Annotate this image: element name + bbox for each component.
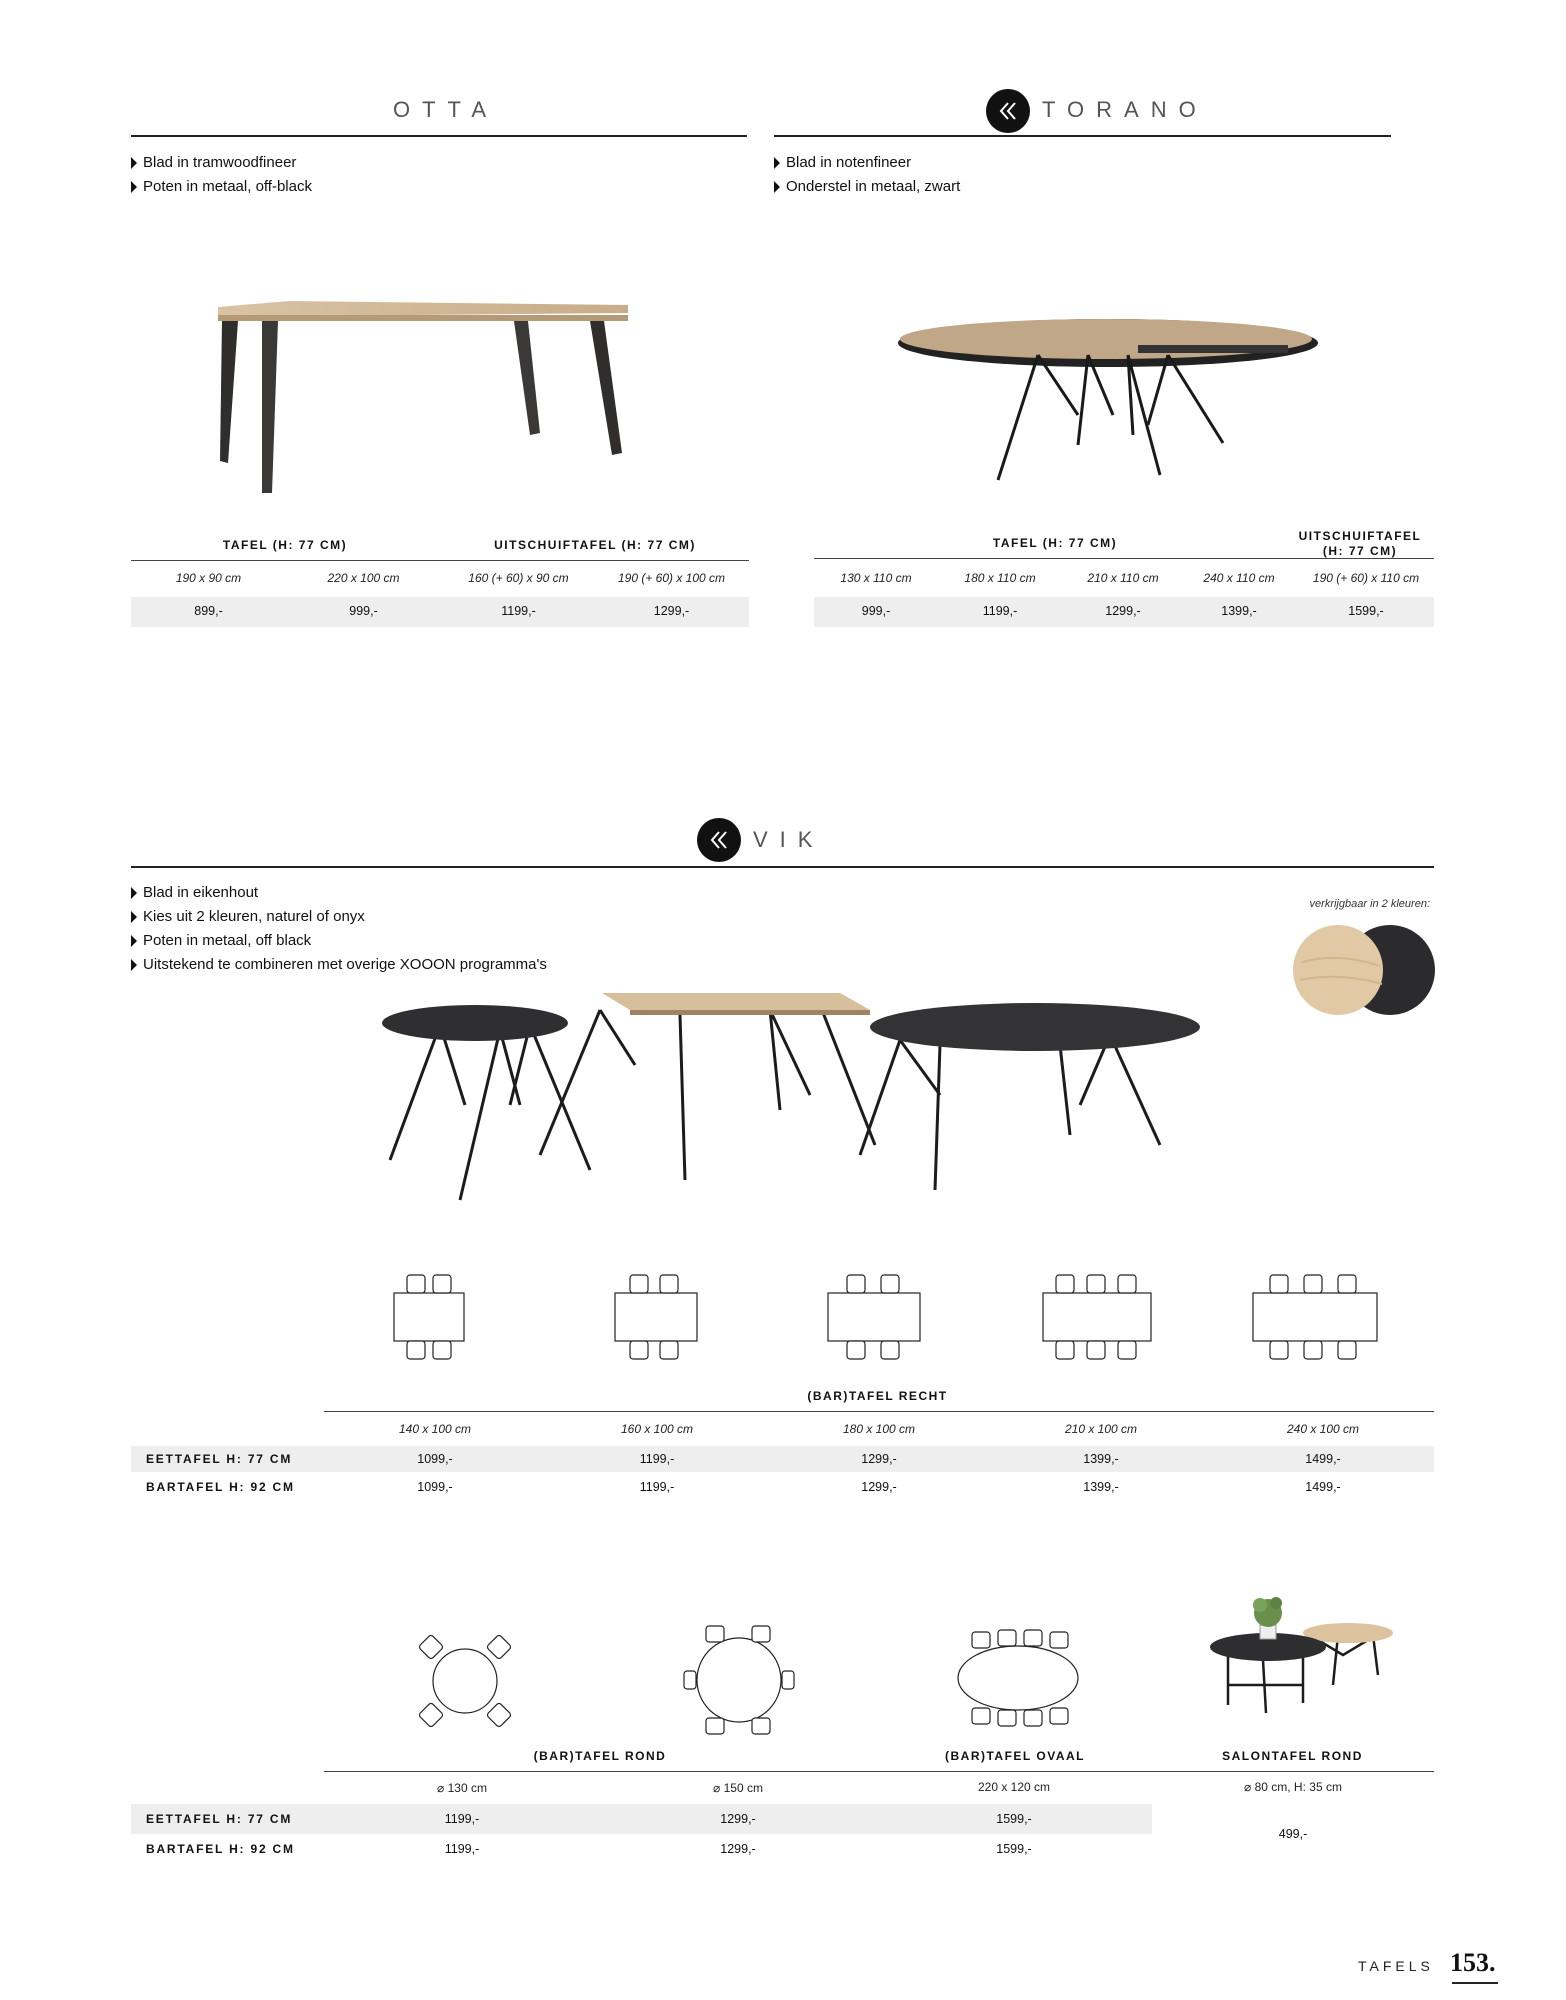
vik-recht-size: 180 x 100 cm [842, 1422, 916, 1436]
vik-colors-note: verkrijgbaar in 2 kleuren: [1309, 898, 1430, 910]
vik-title-rule [131, 866, 1434, 868]
vik-recht-bar-price: 1399,- [1083, 1480, 1119, 1494]
plan-rect-180-icon [827, 1273, 927, 1373]
bullet-item: Poten in metaal, off-black [131, 175, 312, 199]
otta-price: 899,- [194, 604, 223, 618]
vik-rond-bar-price: 1199,- [444, 1842, 480, 1856]
bullet-item: Blad in eikenhout [131, 881, 547, 905]
otta-title: OTTA [393, 97, 499, 122]
bullet-item: Kies uit 2 kleuren, naturel of onyx [131, 905, 547, 929]
vik-rond-eet-price: 1199,- [444, 1812, 480, 1826]
bullet-item: Onderstel in metaal, zwart [774, 175, 960, 199]
salontafel-image [1208, 1585, 1388, 1715]
bullet-item: Blad in notenfineer [774, 151, 960, 175]
vik-recht-bar-price: 1099,- [417, 1480, 453, 1494]
vik-rond-header: (BAR)TAFEL ROND [533, 1749, 667, 1763]
vik-recht-eet-price: 1099,- [417, 1452, 453, 1466]
vik-salon-size: ⌀ 80 cm, H: 35 cm [1244, 1780, 1342, 1794]
bullet-item: Poten in metaal, off black [131, 929, 547, 953]
plan-round-150-icon [684, 1625, 794, 1735]
plan-oval-icon [948, 1628, 1088, 1728]
footer-section-label: TAFELS [1358, 1958, 1434, 1974]
otta-size: 160 (+ 60) x 90 cm [468, 571, 569, 585]
vik-rond-eet-price: 1299,- [720, 1812, 756, 1826]
vik-rond-size: ⌀ 150 cm [713, 1781, 763, 1795]
vik-recht-eet-price: 1399,- [1083, 1452, 1119, 1466]
vik-recht-eet-price: 1499,- [1305, 1452, 1341, 1466]
vik-recht-size: 160 x 100 cm [620, 1422, 694, 1436]
torano-header-uitschuif-line2: (H: 77 CM) [1322, 544, 1398, 558]
otta-price: 999,- [349, 604, 378, 618]
vik-recht-bar-price: 1299,- [861, 1480, 897, 1494]
torano-price: 1399,- [1221, 604, 1257, 618]
vik-ovaal-size: 220 x 120 cm [977, 1780, 1051, 1794]
torano-header-uitschuiftafel [1280, 529, 1440, 559]
vik-recht-eet-price: 1299,- [861, 1452, 897, 1466]
torano-bullets [774, 151, 960, 199]
otta-table-rule [131, 560, 749, 561]
vik-tables-image [380, 985, 1180, 1215]
vik-recht-size: 240 x 100 cm [1286, 1422, 1360, 1436]
vik-recht-bar-price: 1499,- [1305, 1480, 1341, 1494]
bullet-item: Uitstekend te combineren met overige XOOON programma's [131, 953, 547, 977]
vik-rond-size: ⌀ 130 cm [437, 1781, 487, 1795]
plan-rect-160-icon [614, 1273, 704, 1373]
otta-size: 190 x 90 cm [175, 571, 242, 585]
torano-price: 1599,- [1348, 604, 1384, 618]
torano-size: 180 x 110 cm [964, 571, 1036, 585]
otta-size: 220 x 100 cm [327, 571, 400, 585]
vik-salon-header: SALONTAFEL ROND [1222, 1749, 1363, 1763]
torano-table-rule [814, 558, 1434, 559]
plan-rect-140-icon [393, 1273, 473, 1373]
otta-price: 1199,- [501, 604, 536, 618]
torano-price: 1199,- [982, 604, 1018, 618]
torano-size: 190 (+ 60) x 110 cm [1312, 571, 1420, 585]
vik-recht-size: 140 x 100 cm [398, 1422, 472, 1436]
vik-recht-eet-price: 1199,- [639, 1452, 675, 1466]
otta-price: 1299,- [653, 604, 690, 618]
otta-table-image [210, 295, 630, 495]
torano-price: 1299,- [1105, 604, 1141, 618]
vik-rond-eet-label: EETTAFEL H: 77 CM [146, 1812, 293, 1826]
vik-recht-rule [324, 1411, 1434, 1412]
vik-color-swatches [1290, 922, 1440, 1022]
footer-rule [1452, 1982, 1498, 1984]
otta-title-rule [131, 135, 747, 137]
vik-rond-bar-price: 1299,- [720, 1842, 756, 1856]
vik-recht-bar-price: 1199,- [639, 1480, 675, 1494]
otta-size: 190 (+ 60) x 100 cm [617, 571, 726, 585]
vik-recht-bar-label: BARTAFEL H: 92 CM [146, 1480, 295, 1494]
page-number: 153. [1450, 1948, 1496, 1977]
torano-header-tafel: TAFEL (H: 77 CM) [992, 536, 1118, 550]
swatch-naturel [1293, 925, 1383, 1015]
otta-header-tafel: TAFEL (H: 77 CM) [222, 538, 348, 552]
vik-ovaal-eet-price: 1599,- [996, 1812, 1032, 1826]
vik-rond-rule [324, 1771, 1434, 1772]
plan-round-130-icon [420, 1636, 510, 1726]
vik-salon-price: 499,- [1278, 1827, 1308, 1841]
torano-size: 130 x 110 cm [840, 571, 912, 585]
torano-header-uitschuif-line1: UITSCHUIFTAFEL [1298, 529, 1422, 543]
torano-size: 210 x 110 cm [1087, 571, 1159, 585]
torano-title-rule [774, 135, 1391, 137]
vik-recht-eet-label: EETTAFEL H: 77 CM [146, 1452, 293, 1466]
double-chevron-left-icon [986, 89, 1030, 133]
vik-bullets [131, 881, 547, 977]
vik-title: VIK [753, 827, 825, 852]
vik-rond-bar-label: BARTAFEL H: 92 CM [146, 1842, 295, 1856]
torano-title: TORANO [1042, 97, 1208, 122]
torano-price: 999,- [861, 604, 891, 618]
vik-recht-header: (BAR)TAFEL RECHT [807, 1389, 948, 1403]
vik-ovaal-header: (BAR)TAFEL OVAAL [945, 1749, 1085, 1763]
plan-rect-240-icon [1252, 1273, 1382, 1373]
plan-rect-210-icon [1042, 1273, 1162, 1373]
bullet-item: Blad in tramwoodfineer [131, 151, 312, 175]
vik-recht-size: 210 x 100 cm [1064, 1422, 1138, 1436]
otta-header-uitschuiftafel: UITSCHUIFTAFEL (H: 77 CM) [494, 538, 696, 552]
otta-bullets [131, 151, 312, 199]
torano-size: 240 x 110 cm [1203, 571, 1275, 585]
torano-table-image [898, 315, 1318, 485]
vik-ovaal-bar-price: 1599,- [996, 1842, 1032, 1856]
double-chevron-left-icon [697, 818, 741, 862]
